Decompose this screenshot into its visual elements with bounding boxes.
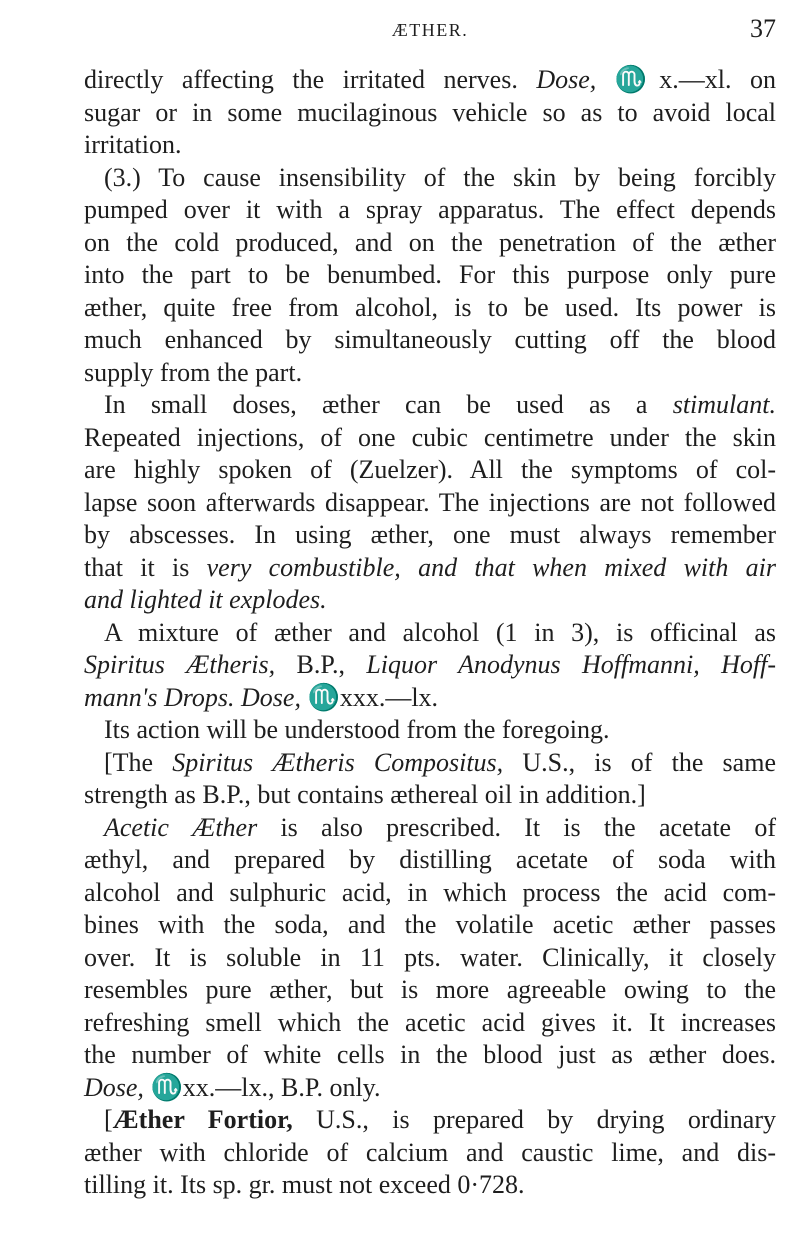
text-run: that it is <box>84 552 207 582</box>
text-run: are highly spoken of (Zuelzer). All the symptoms of col- <box>84 455 776 484</box>
text-run: sugar or in some mucilaginous vehicle so as to avoid local <box>84 97 776 127</box>
italic-run: mann's Drops. <box>84 682 235 712</box>
text-line <box>84 487 776 520</box>
text-line <box>84 97 776 130</box>
text-line <box>84 877 776 910</box>
paragraph <box>84 389 776 617</box>
text-line <box>84 389 776 422</box>
text-line <box>84 552 776 585</box>
text-run: In small doses, æther can be used as a <box>104 390 673 419</box>
paragraph <box>84 812 776 1105</box>
text-run: bines with the soda, and the volatile acetic æther passes <box>84 910 776 939</box>
text-line <box>84 1169 776 1202</box>
text-line <box>84 747 776 780</box>
text-run: resembles pure æther, but is more agreeable owing to the <box>84 975 776 1004</box>
italic-run: Spiritus Ætheris Compositus, <box>172 747 504 777</box>
text-run: by abscesses. In using æther, one must always remember <box>84 520 776 549</box>
text-run: æther with chloride of calcium and caustic lime, and dis- <box>84 1137 776 1167</box>
text-line <box>84 519 776 552</box>
text-run: over. It is soluble in 11 pts. water. Clinically, it closely <box>84 942 776 972</box>
text-run: on the cold produced, and on the penetration of the æther <box>84 227 776 257</box>
text-line <box>84 617 776 650</box>
text-line <box>84 682 776 715</box>
paragraph <box>84 1104 776 1202</box>
text-run: æthyl, and prepared by distilling acetate of soda with <box>84 845 776 874</box>
text-run: supply from the part. <box>84 357 303 387</box>
text-run: ♏x.—xl. on <box>596 65 776 94</box>
text-run: pumped over it with a spray apparatus. The effect depends <box>84 195 776 224</box>
italic-run: Dose, <box>84 1072 144 1102</box>
italic-run: stimulant. <box>672 390 776 419</box>
body-text <box>84 64 776 1202</box>
italic-run: Liquor Anodynus Hoffmanni, Hoff- <box>366 650 776 679</box>
text-run: strength as B.P., but contains æthereal oil in addition.] <box>84 780 646 809</box>
text-run: alcohol and sulphuric acid, in which process the acid com- <box>84 877 776 907</box>
text-line <box>84 584 776 617</box>
text-run: is also prescribed. It is the acetate of <box>257 812 776 842</box>
text-run: refreshing smell which the acetic acid gives it. It increases <box>84 1007 776 1037</box>
text-line <box>84 227 776 260</box>
text-line <box>84 1007 776 1040</box>
italic-run: Spiritus Ætheris, <box>84 650 276 679</box>
text-run: A mixture of æther and alcohol (1 in 3), is officinal as <box>104 617 776 647</box>
text-line <box>84 714 776 747</box>
text-run: Repeated injections, of one cubic centimetre under the skin <box>84 422 776 452</box>
text-line <box>84 844 776 877</box>
text-line <box>84 324 776 357</box>
text-line <box>84 357 776 390</box>
text-line <box>84 649 776 682</box>
text-line <box>84 779 776 812</box>
text-run: B.P., <box>275 650 367 679</box>
text-run: Its action will be understood from the foregoing. <box>104 715 610 744</box>
text-line <box>84 259 776 292</box>
paragraph <box>84 617 776 715</box>
text-run: æther, quite free from alcohol, is to be used. Its power is <box>84 292 776 322</box>
text-run: tilling it. Its sp. gr. must not exceed 0·728. <box>84 1170 525 1199</box>
text-run: (3.) To cause insensibility of the skin by being forcibly <box>104 162 776 192</box>
text-line <box>84 812 776 845</box>
italic-run: very combustible, and that when mixed with air <box>206 552 776 582</box>
text-line <box>84 1137 776 1170</box>
text-line <box>84 909 776 942</box>
text-run: into the part to be benumbed. For this purpose only pure <box>84 260 776 289</box>
paragraph <box>84 747 776 812</box>
text-run: directly affecting the irritated nerves. <box>84 65 537 94</box>
paragraph <box>84 162 776 390</box>
text-run: [ <box>104 1105 113 1134</box>
italic-run: and lighted it explodes. <box>84 585 327 614</box>
text-line <box>84 454 776 487</box>
page-number: 37 <box>750 14 776 43</box>
text-line <box>84 1072 776 1105</box>
italic-run: Acetic Æther <box>104 812 258 842</box>
running-head: ÆTHER. <box>391 20 469 40</box>
text-line <box>84 422 776 455</box>
paragraph <box>84 714 776 747</box>
text-run: ♏xx.—lx., B.P. only. <box>143 1072 381 1102</box>
text-line <box>84 942 776 975</box>
text-run: [The <box>104 747 173 777</box>
text-run: irritation. <box>84 130 182 159</box>
text-line <box>84 194 776 227</box>
text-line <box>84 1104 776 1137</box>
text-line <box>84 1039 776 1072</box>
text-line <box>84 162 776 195</box>
bold-run: Æther Fortior, <box>112 1105 293 1134</box>
page-header <box>84 14 776 60</box>
text-run: U.S., is of the same <box>503 747 776 777</box>
text-line <box>84 129 776 162</box>
text-line <box>84 64 776 97</box>
text-run: ♏xxx.—lx. <box>300 682 439 712</box>
italic-run: Dose, <box>536 65 597 94</box>
text-run: lapse soon afterwards disappear. The injections are not followed <box>84 487 776 517</box>
paragraph <box>84 64 776 162</box>
italic-run: Dose, <box>241 682 301 712</box>
text-run: U.S., is prepared by drying ordinary <box>292 1105 777 1134</box>
text-line <box>84 292 776 325</box>
text-run: much enhanced by simultaneously cutting off the blood <box>84 325 776 354</box>
text-line <box>84 974 776 1007</box>
text-run: the number of white cells in the blood just as æther does. <box>84 1040 776 1069</box>
